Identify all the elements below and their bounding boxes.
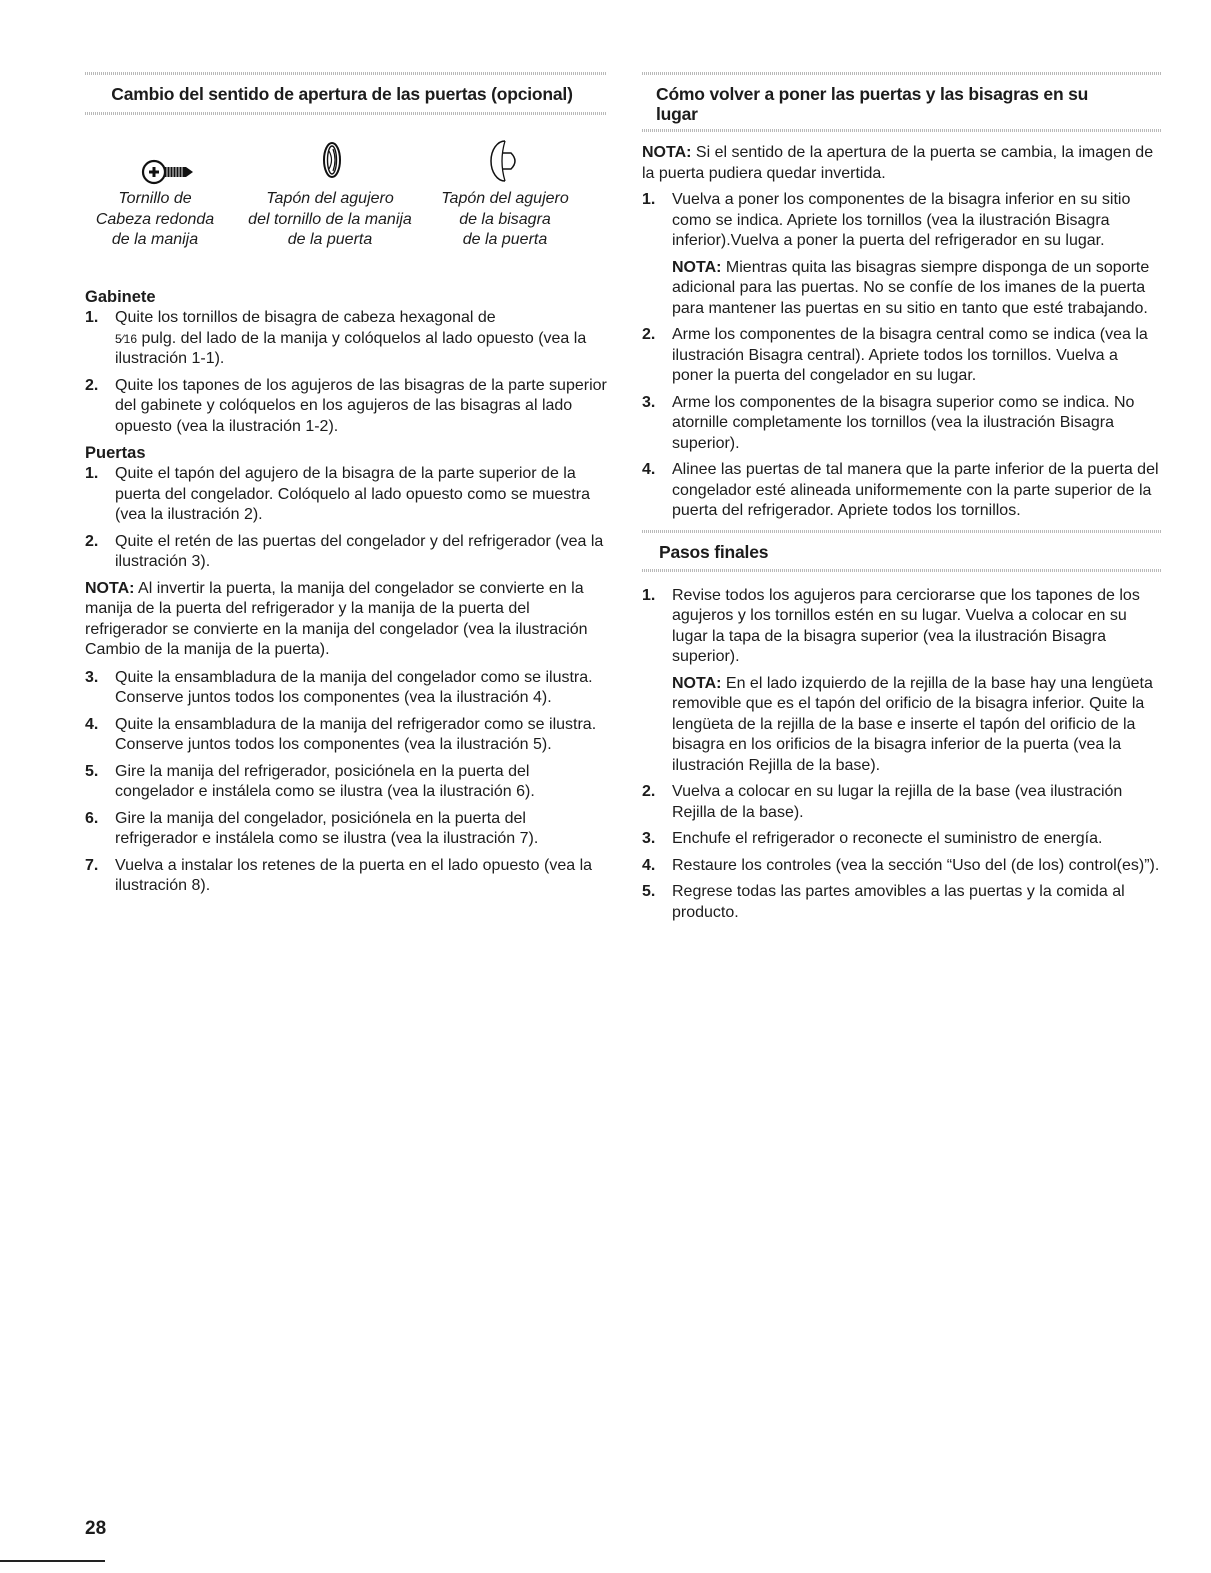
caption-hinge-plug: Tapón del agujero de la bisagra de la puerta (441, 190, 569, 248)
page-number: 28 (85, 1518, 107, 1539)
subheading-gabinete: Gabinete (85, 288, 156, 306)
fraction: 5⁄16 (115, 331, 138, 346)
hinge-hole-plug-icon (481, 137, 525, 185)
section-rule-top (642, 530, 1162, 533)
right-column (642, 0, 1162, 929)
list-item: 7. Vuelva a instalar los retenes de la puerta en el lado opuesto (vea la ilustración 8). (85, 856, 593, 894)
section-title-reinstall-doors: Cómo volver a poner las puertas y las bisagras en su lugar (656, 84, 1089, 124)
parts-illustration-row (85, 115, 607, 285)
list-item: 3. Enchufe el refrigerador o reconecte el suministro de energía. (642, 830, 1103, 847)
list-item: 5. Gire la manija del refrigerador, posiciónela en la puerta del congelador e instálela como se ilustra (vea la ilustración 6). (85, 762, 535, 800)
section-rule-bottom (642, 569, 1162, 572)
list-item: 1. Vuelva a poner los componentes de la bisagra inferior en su sitio como se indica. Apriete los tornillos (vea la ilustración Bisagra inferior).Vuelva a poner la puerta del refrigerador en su lugar. NOTA: Mientras quita las bisagras siempre disponga de un soporte adicional para las puertas. No se confíe de los imanes de la puerta para mantener las puertas en su sitio en tanto que esté trabajando. (642, 190, 1162, 319)
list-item: 5. Regrese todas las partes amovibles a las puertas y la comida al producto. (642, 883, 1125, 921)
list-item: 1. Revise todos los agujeros para cerciorarse que los tapones de los agujeros y los tornillos estén en su lugar. Vuelva a colocar en su lugar la tapa de la bisagra superior (vea la ilustración Bisagra superior). NOTA: En el lado izquierdo de la rejilla de la base hay una lengüeta removible que es el tapón del orificio de la bisagra inferior. Quite la lengüeta de la rejilla de la base e inserte el tapón del orificio de la bisagra en los orificios de la bisagra inferior de la puerta (vea la ilustración Rejilla de la base). (642, 586, 1162, 777)
section-title-reverse-doors: Cambio del sentido de apertura de las puertas (opcional) (111, 84, 573, 104)
list-item: 2. Arme los componentes de la bisagra central como se indica (vea la ilustración Bisagra central). Apriete todos los tornillos. Vuelva a poner la puerta del congelador en su lugar. (642, 326, 1148, 384)
list-item: 1. Quite el tapón del agujero de la bisagra de la parte superior de la puerta del congelador. Colóquelo al lado opuesto como se muestra (vea la ilustración 2). (85, 465, 590, 523)
section-rule-bottom (642, 129, 1162, 132)
list-item: 3. Arme los componentes de la bisagra superior como se indica. No atornille completamente los tornillos (vea la ilustración Bisagra superior). (642, 393, 1135, 452)
left-column (85, 0, 607, 903)
caption-handle-plug: Tapón del agujero del tornillo de la manija de la puerta (248, 190, 412, 248)
inner-note: NOTA: Mientras quita las bisagras siempre disponga de un soporte adicional para las puertas. No se confíe de los imanes de la puerta para mantener las puertas en su sitio en tanto que esté trabajando. (672, 258, 1150, 317)
list-item: 2. Quite el retén de las puertas del congelador y del refrigerador (vea la ilustración 3). (85, 532, 604, 570)
note-paragraph: NOTA: Al invertir la puerta, la manija del congelador se convierte en la manija de la puerta del refrigerador y la manija de la puerta del refrigerador se convierte en la manija del congelador (vea la ilustración Cambio de la manija de la puerta). (85, 579, 588, 658)
list-item: 2. Quite los tapones de los agujeros de las bisagras de la parte superior del gabinete y colóquelos en los agujeros de las bisagras al lado opuesto (vea la ilustración 1-2). (85, 376, 607, 435)
list-item: 4. Restaure los controles (vea la sección “Uso del (de los) control(es)”). (642, 856, 1160, 874)
inner-note: NOTA: En el lado izquierdo de la rejilla de la base hay una lengüeta removible que es el tapón del orificio de la bisagra inferior. Quite la lengüeta de la rejilla de la base e inserte el tapón del orificio de la bisagra en los orificios de la bisagra inferior de la puerta (vea la ilustración Rejilla de la base). (672, 674, 1153, 774)
footer-rule (0, 1560, 105, 1562)
list-item: 4. Quite la ensambladura de la manija del refrigerador como se ilustra. Conserve juntos todos los componentes (vea la ilustración 5). (85, 715, 597, 753)
list-item: 1. Quite los tornillos de bisagra de cabeza hexagonal de 5⁄16 pulg. del lado de la manija y colóquelos al lado opuesto (vea la ilustración 1-1). (85, 309, 587, 367)
section-title-final-steps: Pasos finales (659, 541, 769, 562)
puertas-steps-a (85, 464, 607, 573)
final-steps (642, 586, 1162, 924)
screw-icon (140, 155, 194, 189)
handle-screw-hole-plug-icon (321, 140, 343, 180)
gabinete-steps (85, 308, 607, 437)
puertas-steps-b (85, 668, 607, 897)
subheading-puertas: Puertas (85, 444, 146, 462)
list-item: 6. Gire la manija del congelador, posiciónela en la puerta del refrigerador e instálela como se ilustra (vea la ilustración 7). (85, 809, 539, 847)
section-rule-top (642, 72, 1162, 75)
section-rule-top (85, 72, 607, 75)
list-item: 3. Quite la ensambladura de la manija del congelador como se ilustra. Conserve juntos todos los componentes (vea la ilustración 4). (85, 668, 593, 706)
note-paragraph: NOTA: Si el sentido de la apertura de la puerta se cambia, la imagen de la puerta pudiera quedar invertida. (642, 144, 1154, 182)
caption-screw: Tornillo de Cabeza redonda de la manija (95, 190, 215, 248)
list-item: 2. Vuelva a colocar en su lugar la rejilla de la base (vea ilustración Rejilla de la base). (642, 783, 1123, 821)
reinstall-steps (642, 190, 1162, 522)
list-item: 4. Alinee las puertas de tal manera que la parte inferior de la puerta del congelador esté alineada uniformemente con la parte superior de la puerta del refrigerador. Apriete todos los tornillos. (642, 461, 1159, 519)
